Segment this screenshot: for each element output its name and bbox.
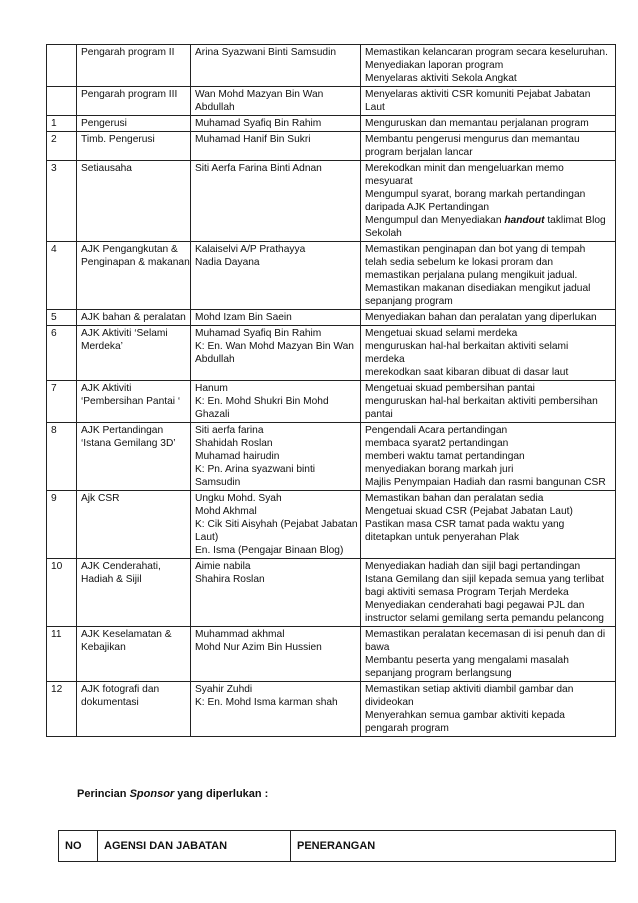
name-line: Wan Mohd Mazyan Bin Wan	[195, 89, 324, 100]
row-number: 12	[47, 682, 77, 737]
handout-emphasis: handout	[504, 215, 545, 226]
sponsor-title-prefix: Perincian	[77, 788, 130, 800]
name-line: Muhamad Hanif Bin Sukri	[195, 134, 311, 145]
role-cell	[77, 381, 191, 423]
task-line: Mengumpul syarat, borang markah pertandingan	[365, 189, 586, 200]
table-row	[47, 326, 616, 381]
row-number: 7	[47, 381, 77, 423]
task-line: bawa	[365, 642, 390, 653]
task-line: Memastikan makanan disediakan mengikut jadual	[365, 283, 591, 294]
task-line: memberi waktu tamat pertandingan	[365, 451, 525, 462]
task-line: instructor selami gemilang serta pemandu pelancong	[365, 613, 604, 624]
names-cell	[191, 326, 361, 381]
name-line: K: Cik Siti Aisyhah (Pejabat Jabatan	[195, 519, 358, 530]
name-line: Aimie nabila	[195, 561, 251, 572]
tasks-cell	[361, 242, 616, 310]
task-line: menguruskan hal-hal berkaitan aktiviti pembersihan	[365, 396, 598, 407]
task-line: Majlis Penympaian Hadiah dan rasmi bangunan CSR	[365, 477, 606, 488]
name-line: Muhammad akhmal	[195, 629, 285, 640]
task-line: Pastikan masa CSR tamat pada waktu yang	[365, 519, 565, 530]
name-line: Muhamad Syafiq Bin Rahim	[195, 118, 322, 129]
task-line: Mengumpul dan Menyediakan handout taklimat Blog	[365, 215, 606, 226]
tasks-cell	[361, 381, 616, 423]
names-cell	[191, 242, 361, 310]
role-line: AJK Pengangkutan &	[81, 244, 178, 255]
name-line: Shahidah Roslan	[195, 438, 273, 449]
row-number: 6	[47, 326, 77, 381]
role-cell	[77, 87, 191, 116]
task-line: Menyediakan hadiah dan sijil bagi pertandingan	[365, 561, 581, 572]
task-line: bagi aktiviti semasa Program Terjah Merdeka	[365, 587, 569, 598]
tasks-cell	[361, 132, 616, 161]
table-row	[47, 116, 616, 132]
names-cell	[191, 310, 361, 326]
task-line: Menyerahkan semua gambar aktiviti kepada	[365, 710, 565, 721]
task-line: divideokan	[365, 697, 414, 708]
tasks-cell	[361, 682, 616, 737]
task-line: membaca syarat2 pertandingan	[365, 438, 509, 449]
names-cell	[191, 559, 361, 627]
role-line: AJK bahan & peralatan	[81, 312, 186, 323]
names-cell	[191, 627, 361, 682]
role-cell	[77, 45, 191, 87]
task-line: Istana Gemilang dan sijil kepada semua yang terlibat	[365, 574, 604, 585]
names-cell	[191, 161, 361, 242]
role-line: AJK Cenderahati,	[81, 561, 161, 572]
name-line: Mohd Izam Bin Saein	[195, 312, 292, 323]
role-line: AJK Aktiviti	[81, 383, 132, 394]
sponsor-header-row	[59, 831, 616, 862]
task-line: telah sedia sebelum ke lokasi proram dan	[365, 257, 554, 268]
table-row	[47, 132, 616, 161]
table-row	[47, 682, 616, 737]
names-cell	[191, 381, 361, 423]
name-line: Hanum	[195, 383, 228, 394]
role-cell	[77, 559, 191, 627]
sponsor-header-agency: AGENSI DAN JABATAN	[98, 831, 291, 862]
names-cell	[191, 491, 361, 559]
table-row	[47, 242, 616, 310]
table-row	[47, 627, 616, 682]
task-line: mesyuarat	[365, 176, 413, 187]
name-line: Samsudin	[195, 477, 241, 488]
name-line: Kalaiselvi A/P Prathayya	[195, 244, 306, 255]
name-line: Muhamad Syafiq Bin Rahim	[195, 328, 322, 339]
role-line: ‘Istana Gemilang 3D’	[81, 438, 176, 449]
sponsor-header-description: PENERANGAN	[291, 831, 616, 862]
role-cell	[77, 161, 191, 242]
row-number: 2	[47, 132, 77, 161]
name-line: K: En. Mohd Shukri Bin Mohd	[195, 396, 329, 407]
role-cell	[77, 627, 191, 682]
task-line: menyediakan borang markah juri	[365, 464, 514, 475]
names-cell	[191, 87, 361, 116]
name-line: Mohd Nur Azim Bin Hussien	[195, 642, 322, 653]
table-row	[47, 87, 616, 116]
name-line: Mohd Akhmal	[195, 506, 257, 517]
task-line: Membantu pengerusi mengurus dan memantau	[365, 134, 580, 145]
name-line: Ghazali	[195, 409, 230, 420]
row-number: 1	[47, 116, 77, 132]
name-line: K: En. Wan Mohd Mazyan Bin Wan	[195, 341, 354, 352]
task-line: Menyediakan laporan program	[365, 60, 504, 71]
task-line: sepanjang program	[365, 296, 453, 307]
task-line: program berjalan lancar	[365, 147, 473, 158]
row-number	[47, 87, 77, 116]
role-cell	[77, 116, 191, 132]
row-number: 4	[47, 242, 77, 310]
committee-table-body	[47, 45, 616, 737]
tasks-cell	[361, 310, 616, 326]
names-cell	[191, 423, 361, 491]
role-line: Pengarah program III	[81, 89, 178, 100]
task-line: Menyelaras aktiviti Sekola Angkat	[365, 73, 517, 84]
role-line: ‘Pembersihan Pantai ‘	[81, 396, 181, 407]
task-line: Membantu peserta yang mengalami masalah	[365, 655, 569, 666]
task-line: Mengetuai skuad selami merdeka	[365, 328, 518, 339]
task-line: pengarah program	[365, 723, 449, 734]
tasks-cell	[361, 45, 616, 87]
row-number	[47, 45, 77, 87]
name-line: Abdullah	[195, 102, 235, 113]
task-line: menguruskan hal-hal berkaitan aktiviti selami	[365, 341, 569, 352]
task-line: Menyediakan bahan dan peralatan yang diperlukan	[365, 312, 597, 323]
tasks-cell	[361, 116, 616, 132]
task-line: Menguruskan dan memantau perjalanan program	[365, 118, 589, 129]
row-number: 11	[47, 627, 77, 682]
task-line: daripada AJK Pertandingan	[365, 202, 490, 213]
task-line: Memastikan peralatan kecemasan di isi penuh dan di	[365, 629, 606, 640]
name-line: Nadia Dayana	[195, 257, 260, 268]
task-line: Memastikan kelancaran program secara keseluruhan.	[365, 47, 608, 58]
task-line: Memastikan penginapan dan bot yang di tempah	[365, 244, 586, 255]
name-line: Laut)	[195, 532, 219, 543]
table-row	[47, 423, 616, 491]
sponsor-header-no: NO	[59, 831, 98, 862]
task-line: memastikan perjalana pulang mengikuit jadual.	[365, 270, 578, 281]
role-cell	[77, 423, 191, 491]
row-number: 8	[47, 423, 77, 491]
role-line: Merdeka’	[81, 341, 123, 352]
role-line: AJK Keselamatan &	[81, 629, 172, 640]
table-row	[47, 45, 616, 87]
role-line: Kebajikan	[81, 642, 126, 653]
task-line: sepanjang program berlangsung	[365, 668, 512, 679]
role-cell	[77, 310, 191, 326]
task-line: Memastikan bahan dan peralatan sedia	[365, 493, 544, 504]
table-row	[47, 381, 616, 423]
table-row	[47, 559, 616, 627]
name-line: Abdullah	[195, 354, 235, 365]
role-line: Setiausaha	[81, 163, 132, 174]
names-cell	[191, 682, 361, 737]
role-line: dokumentasi	[81, 697, 139, 708]
role-line: Penginapan & makanan	[81, 257, 190, 268]
row-number: 9	[47, 491, 77, 559]
role-line: AJK Pertandingan	[81, 425, 164, 436]
role-line: Timb. Pengerusi	[81, 134, 155, 145]
task-line: ditetapkan untuk penyerahan Plak	[365, 532, 520, 543]
name-line: K: En. Mohd Isma karman shah	[195, 697, 338, 708]
sponsor-title-suffix: yang diperlukan :	[174, 788, 269, 800]
role-line: Hadiah & Sijil	[81, 574, 142, 585]
role-line: Pengarah program II	[81, 47, 175, 58]
table-row	[47, 310, 616, 326]
sponsor-table	[58, 830, 616, 862]
role-line: Pengerusi	[81, 118, 127, 129]
role-cell	[77, 491, 191, 559]
task-line: Mengetuai skuad pembersihan pantai	[365, 383, 535, 394]
table-row	[47, 491, 616, 559]
role-cell	[77, 326, 191, 381]
row-number: 10	[47, 559, 77, 627]
sponsor-title-italic: Sponsor	[129, 788, 175, 800]
name-line: En. Isma (Pengajar Binaan Blog)	[195, 545, 344, 556]
role-cell	[77, 132, 191, 161]
task-line: pantai	[365, 409, 393, 420]
table-row	[47, 161, 616, 242]
role-line: AJK fotografi dan	[81, 684, 160, 695]
task-line: merekodkan saat kibaran dibuat di dasar laut	[365, 367, 569, 378]
names-cell	[191, 45, 361, 87]
task-line: merdeka	[365, 354, 405, 365]
role-line: AJK Aktiviti ‘Selami	[81, 328, 168, 339]
tasks-cell	[361, 559, 616, 627]
name-line: Muhamad hairudin	[195, 451, 280, 462]
name-line: K: Pn. Arina syazwani binti	[195, 464, 316, 475]
task-line: Menyediakan cenderahati bagi pegawai PJL dan	[365, 600, 585, 611]
row-number: 3	[47, 161, 77, 242]
name-line: Shahira Roslan	[195, 574, 265, 585]
task-line: Merekodkan minit dan mengeluarkan memo	[365, 163, 564, 174]
task-line: Sekolah	[365, 228, 402, 239]
task-line: Laut	[365, 102, 385, 113]
tasks-cell	[361, 491, 616, 559]
task-line: Memastikan setiap aktiviti diambil gambar dan	[365, 684, 574, 695]
role-line: Ajk CSR	[81, 493, 120, 504]
task-line: Menyelaras aktiviti CSR komuniti Pejabat Jabatan	[365, 89, 591, 100]
task-line: Pengendali Acara pertandingan	[365, 425, 508, 436]
tasks-cell	[361, 326, 616, 381]
names-cell	[191, 116, 361, 132]
name-line: Ungku Mohd. Syah	[195, 493, 282, 504]
task-line: Mengetuai skuad CSR (Pejabat Jabatan Laut)	[365, 506, 573, 517]
committee-table	[46, 44, 616, 737]
name-line: Arina Syazwani Binti Samsudin	[195, 47, 336, 58]
tasks-cell	[361, 87, 616, 116]
role-cell	[77, 242, 191, 310]
tasks-cell	[361, 423, 616, 491]
name-line: Syahir Zuhdi	[195, 684, 253, 695]
sponsor-section-title	[77, 788, 268, 800]
names-cell	[191, 132, 361, 161]
name-line: Siti aerfa farina	[195, 425, 264, 436]
tasks-cell	[361, 627, 616, 682]
role-cell	[77, 682, 191, 737]
name-line: Siti Aerfa Farina Binti Adnan	[195, 163, 322, 174]
row-number: 5	[47, 310, 77, 326]
tasks-cell	[361, 161, 616, 242]
